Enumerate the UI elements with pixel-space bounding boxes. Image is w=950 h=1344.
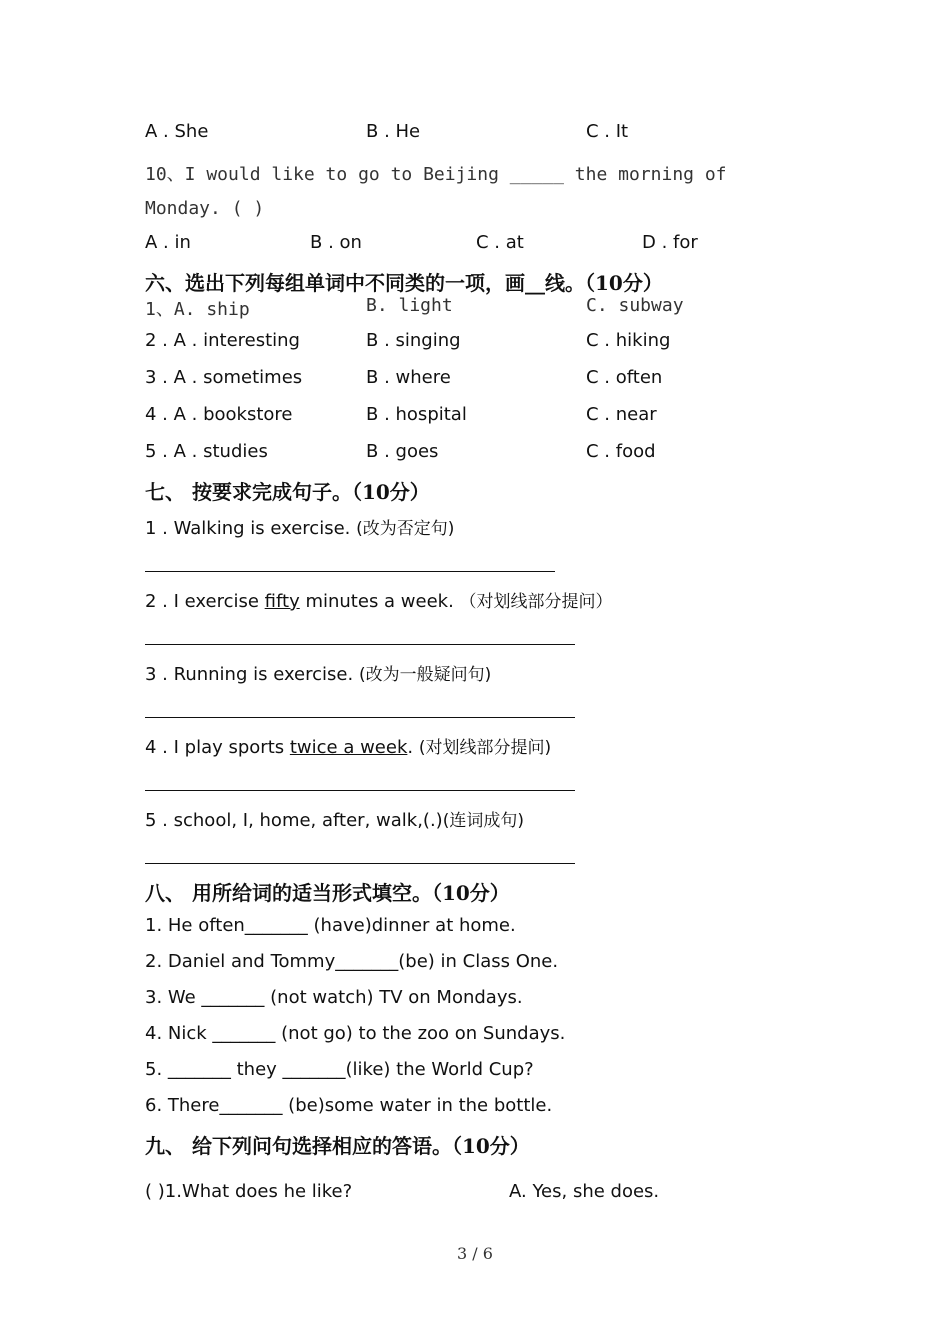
q10-option-b: B . on — [310, 232, 362, 253]
s7-q4-answer-line[interactable] — [145, 790, 575, 791]
s8-item-1: 1. He often_______ (have)dinner at home. — [145, 915, 516, 936]
s7-q5-text: 5 . school, I, home, after, walk,(.) — [145, 810, 443, 831]
s6-row3-c: C . often — [586, 367, 663, 388]
s8-item-2: 2. Daniel and Tommy_______(be) in Class One. — [145, 951, 559, 972]
q9-option-c: C . It — [586, 121, 629, 142]
s7-q4-pre: 4 . I play sports — [145, 737, 290, 758]
s7-q2-post: minutes a week. — [299, 591, 460, 612]
q10-option-c: C . at — [476, 232, 524, 253]
s7-q4-note: (对划线部分提问) — [418, 738, 552, 758]
s6-row2-c: C . hiking — [586, 330, 671, 351]
s8-item-4: 4. Nick _______ (not go) to the zoo on Sundays. — [145, 1023, 566, 1044]
s7-q2-pre: 2 . I exercise — [145, 591, 265, 612]
s7-q4 — [145, 733, 551, 758]
s7-q2 — [145, 587, 613, 612]
s7-q1-answer-line[interactable] — [145, 571, 555, 572]
q10-line1: 10、I would like to go to Beijing _____ the morning of — [145, 164, 727, 185]
q10-line2: Monday. ( ) — [145, 198, 265, 219]
s6-row2-b: B . singing — [366, 330, 461, 351]
s7-q5-answer-line[interactable] — [145, 863, 575, 864]
s6-row4-b: B . hospital — [366, 404, 467, 425]
s7-q2-answer-line[interactable] — [145, 644, 575, 645]
s7-q5-note: (连词成句) — [442, 811, 524, 831]
s7-q4-underlined: twice a week — [289, 737, 408, 758]
s6-row5-b: B . goes — [366, 441, 439, 462]
s8-item-5: 5. _______ they _______(like) the World Cup? — [145, 1059, 534, 1080]
s7-q1 — [145, 514, 454, 539]
s7-q2-note: （对划线部分提问） — [459, 592, 613, 612]
s6-row4-a: 4 . A . bookstore — [145, 404, 293, 425]
s6-row3-b: B . where — [366, 367, 451, 388]
section8-title: 八、 用所给词的适当形式填空。（10分） — [145, 881, 510, 905]
s7-q3-note: (改为一般疑问句) — [358, 665, 492, 685]
q9-option-b: B . He — [366, 121, 421, 142]
s7-q2-underlined: fifty — [264, 591, 300, 612]
s7-q1-text: 1 . Walking is exercise. — [145, 518, 357, 539]
s7-q3-answer-line[interactable] — [145, 717, 575, 718]
section7-title: 七、 按要求完成句子。（10分） — [145, 480, 430, 504]
s6-row1-a: 1、A. ship — [145, 299, 250, 320]
s6-row3-a: 3 . A . sometimes — [145, 367, 303, 388]
s6-row5-a: 5 . A . studies — [145, 441, 268, 462]
s7-q5 — [145, 806, 524, 831]
s7-q3-text: 3 . Running is exercise. — [145, 664, 359, 685]
q9-option-a: A . She — [145, 121, 209, 142]
s6-row1-c: C. subway — [586, 295, 684, 316]
s8-item-3: 3. We _______ (not watch) TV on Mondays. — [145, 987, 523, 1008]
s7-q1-note: (改为否定句) — [356, 519, 455, 539]
s9-q1: ( )1.What does he like? — [145, 1181, 353, 1202]
s8-item-6: 6. There_______ (be)some water in the bottle. — [145, 1095, 553, 1116]
s6-row2-a: 2 . A . interesting — [145, 330, 300, 351]
section9-title: 九、 给下列问句选择相应的答语。（10分） — [145, 1134, 530, 1158]
section6-title: 六、选出下列每组单词中不同类的一项，画__线。（10分） — [145, 271, 663, 295]
page-number: 3 / 6 — [457, 1244, 493, 1263]
s6-row1-b: B. light — [366, 295, 453, 316]
s9-a1: A. Yes, she does. — [509, 1181, 660, 1202]
q10-option-a: A . in — [145, 232, 191, 253]
q10-option-d: D . for — [642, 232, 698, 253]
s7-q3 — [145, 660, 491, 685]
s6-row4-c: C . near — [586, 404, 657, 425]
s7-q4-post: . — [407, 737, 419, 758]
s6-row5-c: C . food — [586, 441, 656, 462]
